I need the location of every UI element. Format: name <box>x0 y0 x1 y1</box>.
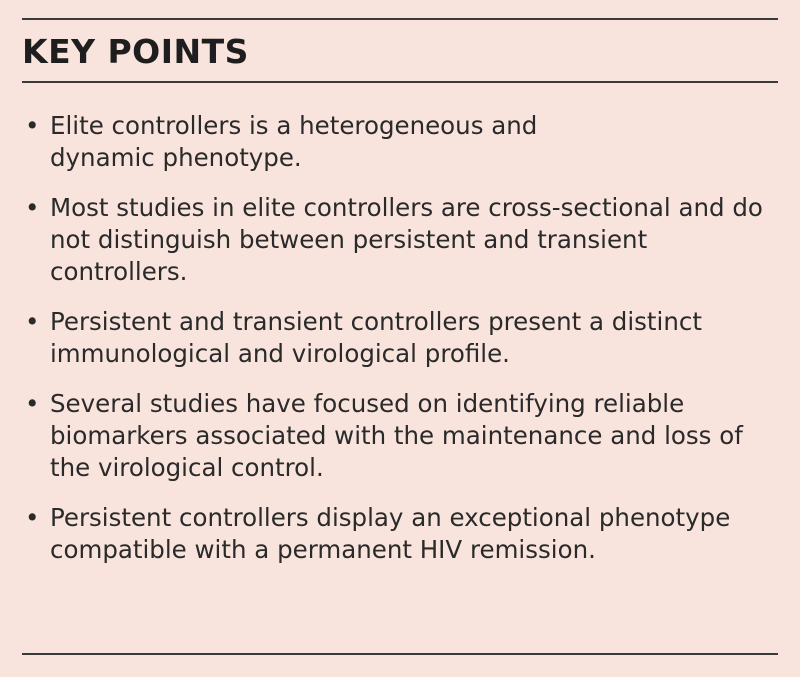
key-point-1 <box>22 110 610 174</box>
key-point-text: Elite controllers is a heterogeneous and dynamic phenotype. <box>50 111 538 172</box>
bullet-icon: • <box>25 111 40 140</box>
key-point-3 <box>22 306 790 370</box>
bullet-icon: • <box>25 503 40 532</box>
key-point-text: Persistent and transient controllers present a distinct immunological and virological profile. <box>50 307 702 368</box>
key-point-5 <box>22 502 800 566</box>
bullet-icon: • <box>25 193 40 222</box>
bottom-rule <box>22 653 778 655</box>
top-rule <box>22 18 778 20</box>
key-point-text: Several studies have focused on identifying reliable biomarkers associated with the maintenance and loss of the virological control. <box>50 389 743 482</box>
key-point-4 <box>22 388 790 484</box>
title-rule <box>22 81 778 83</box>
key-point-2 <box>22 192 790 288</box>
key-points-list <box>22 110 778 584</box>
bullet-icon: • <box>25 389 40 418</box>
key-points-title: KEY POINTS <box>22 32 249 71</box>
bullet-icon: • <box>25 307 40 336</box>
key-point-text: Most studies in elite controllers are cross-sectional and do not distinguish between persistent and transient controllers. <box>50 193 763 286</box>
key-point-text: Persistent controllers display an exceptional phenotype compatible with a permanent HIV remission. <box>50 503 731 564</box>
